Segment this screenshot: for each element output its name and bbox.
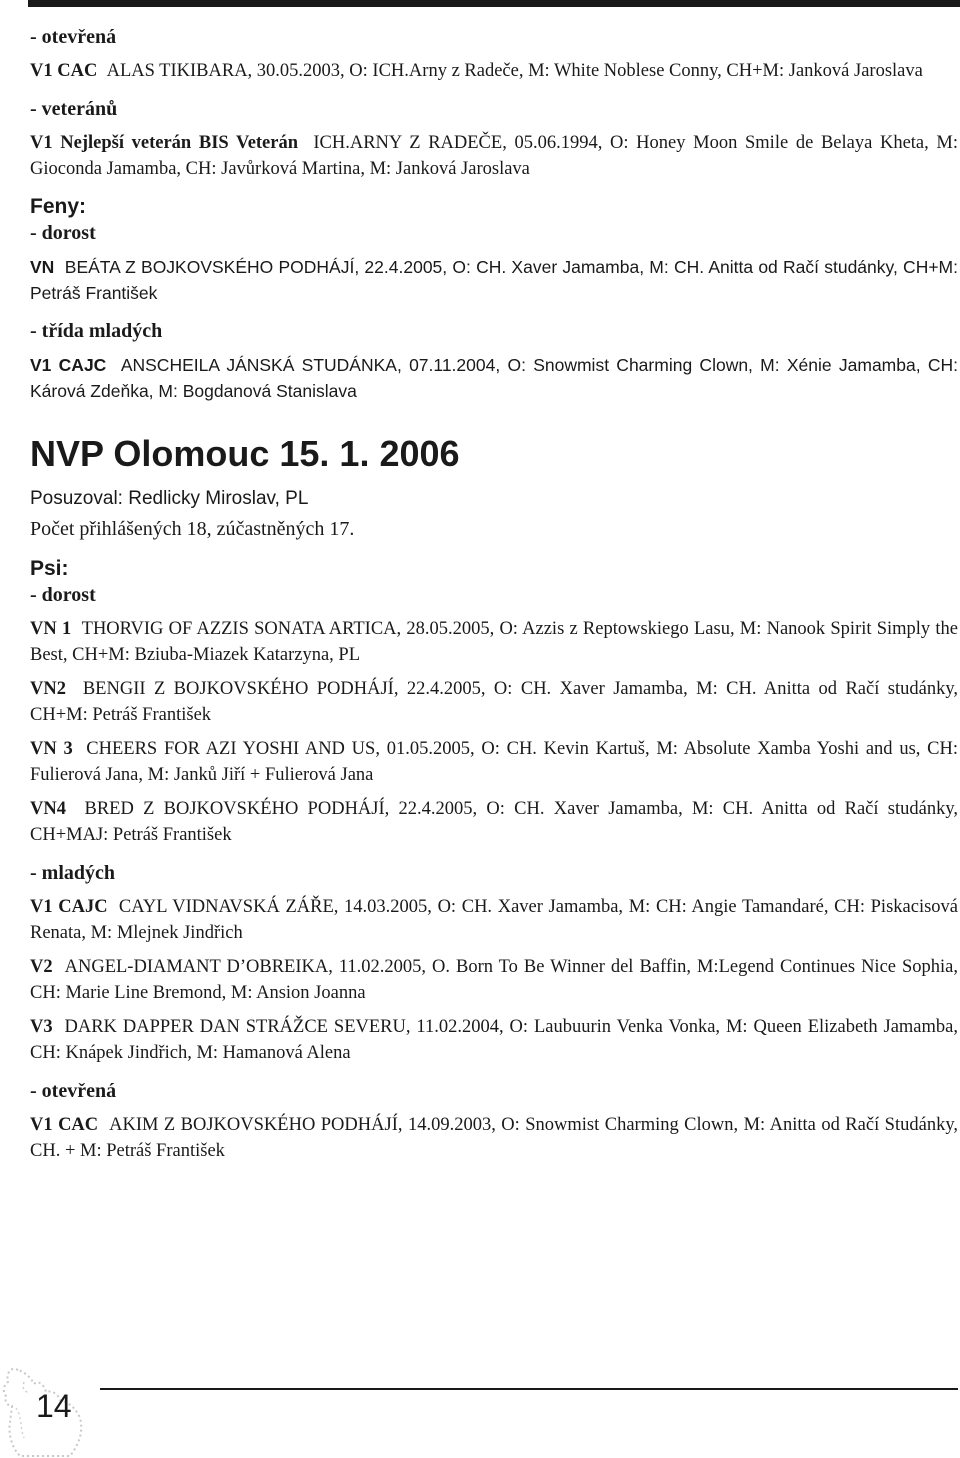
class-heading: - otevřená: [30, 1080, 117, 1102]
class-heading: - otevřená: [30, 26, 117, 48]
page-footer: [0, 1362, 960, 1458]
show-meta: Posuzoval: Redlicky Miroslav, PL: [30, 488, 309, 509]
class-heading: - dorost: [30, 584, 96, 606]
placement-award: V1 CAC: [30, 1115, 99, 1135]
entry-details: ICH.ARNY Z RADEČE, 05.06.1994, O: Honey Moon Smile de Belaya Kheta, M: Gioconda Jamamba, CH: Javůrková Martina, M: Janková Jaroslava: [30, 133, 959, 179]
placement-award: VN 1: [30, 619, 72, 639]
result-entry: [30, 616, 958, 668]
entry-details: BEÁTA Z BOJKOVSKÉHO PODHÁJÍ, 22.4.2005, O: CH. Xaver Jamamba, M: CH. Anitta od Račí studánky, CH+M: Petráš František: [30, 257, 958, 303]
placement-award: VN 3: [30, 739, 73, 759]
footer-rule: [100, 1388, 958, 1390]
class-heading: - mladých: [30, 862, 115, 884]
placement-award: V1 CAC: [30, 61, 98, 81]
show-meta: Počet přihlášených 18, zúčastněných 17.: [30, 518, 355, 540]
entry-details: CAYL VIDNAVSKÁ ZÁŘE, 14.03.2005, O: CH. Xaver Jamamba, M: CH: Angie Tamandaré, CH: Piskacisová Renata, M: Mlejnek Jindřich: [30, 897, 958, 943]
entry-details: AKIM Z BOJKOVSKÉHO PODHÁJÍ, 14.09.2003, O: Snowmist Charming Clown, M: Anitta od Račí Studánky, CH. + M: Petráš František: [30, 1115, 958, 1161]
class-heading: - veteránů: [30, 98, 118, 120]
result-entry: [30, 1112, 958, 1164]
result-entry: [30, 676, 958, 728]
placement-award: VN4: [30, 799, 66, 819]
result-entry: [30, 796, 958, 848]
placement-award: V1 CAJC: [30, 897, 108, 917]
entry-details: THORVIG OF AZZIS SONATA ARTICA, 28.05.2005, O: Azzis z Reptowskiego Lasu, M: Nanook Spirit Simply the Best, CH+M: Bziuba-Miazek Katarzyna, PL: [30, 619, 959, 665]
placement-award: VN: [30, 257, 55, 277]
results-content: [30, 24, 958, 1164]
class-heading: - třída mladých: [30, 320, 163, 342]
result-entry: [30, 894, 958, 946]
entry-details: BENGII Z BOJKOVSKÉHO PODHÁJÍ, 22.4.2005, O: CH. Xaver Jamamba, M: CH. Anitta od Račí studánky, CH+M: Petráš František: [30, 679, 958, 725]
result-entry: [30, 954, 958, 1006]
result-entry: [30, 1014, 958, 1066]
group-heading: Feny:: [30, 195, 87, 218]
entry-details: ALAS TIKIBARA, 30.05.2003, O: ICH.Arny z Radeče, M: White Noblese Conny, CH+M: Janková Jaroslava: [106, 61, 923, 81]
entry-details: ANSCHEILA JÁNSKÁ STUDÁNKA, 07.11.2004, O: Snowmist Charming Clown, M: Xénie Jamamba, CH: Kárová Zdeňka, M: Bogdanová Stanislava: [30, 355, 958, 401]
result-entry: [30, 736, 958, 788]
entry-details: BRED Z BOJKOVSKÉHO PODHÁJÍ, 22.4.2005, O: CH. Xaver Jamamba, M: CH. Anitta od Račí studánky, CH+MAJ: Petráš František: [30, 799, 958, 845]
placement-award: V1 CAJC: [30, 355, 107, 375]
placement-award: VN2: [30, 679, 66, 699]
class-heading: - dorost: [30, 222, 96, 244]
result-entry: [30, 352, 958, 404]
entry-details: DARK DAPPER DAN STRÁŽCE SEVERU, 11.02.2004, O: Laubuurin Venka Vonka, M: Queen Elizabeth Jamamba, CH: Knápek Jindřich, M: Hamanová Alena: [30, 1017, 958, 1063]
show-title: NVP Olomouc 15. 1. 2006: [30, 433, 460, 474]
group-heading: Psi:: [30, 557, 69, 580]
placement-award: V1 Nejlepší veterán BIS Veterán: [30, 133, 299, 153]
entry-details: CHEERS FOR AZI YOSHI AND US, 01.05.2005, O: CH. Kevin Kartuš, M: Absolute Xamba Yoshi and us, CH: Fulierová Jana, M: Janků Jiří + Fulierová Jana: [30, 739, 958, 785]
result-entry: [30, 254, 958, 306]
page-number: 14: [36, 1388, 72, 1424]
result-entry: [30, 130, 958, 182]
entry-details: ANGEL-DIAMANT D’OBREIKA, 11.02.2005, O. Born To Be Winner del Baffin, M:Legend Continues Nice Sophia, CH: Marie Line Bremond, M: Ansion Joanna: [30, 957, 958, 1003]
result-entry: [30, 58, 958, 84]
top-rule: [28, 0, 960, 7]
placement-award: V2: [30, 957, 53, 977]
placement-award: V3: [30, 1017, 53, 1037]
